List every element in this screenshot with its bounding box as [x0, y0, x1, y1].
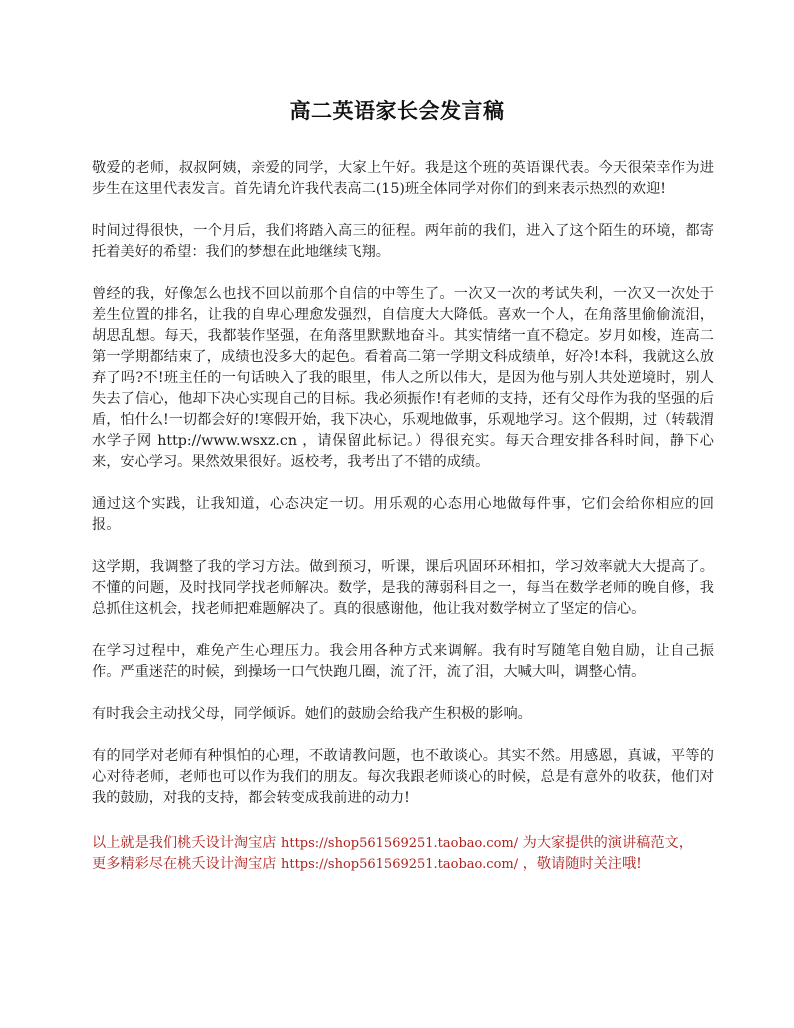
ad-line2-link[interactable]: https://shop561569251.taobao.com/ [280, 857, 519, 872]
paragraph-parents: 有时我会主动找父母，同学倾诉。她们的鼓励会给我产生积极的影响。 [92, 706, 532, 722]
paragraph-time: 时间过得很快，一个月后，我们将踏入高三的征程。两年前的我们，进入了这个陌生的环境，都寄托着美好的希望：我们的梦想在此地继续飞翔。 [92, 223, 714, 260]
paragraph-study-method: 这学期，我调整了我的学习方法。做到预习，听课，课后巩固环环相扣，学习效率就大大提高了。不懂的问题，及时找同学找老师解决。数学，是我的薄弱科目之一，每当在数学老师的晚自修，我总抓住这机会，找老师把难题解决了。真的很感谢他，他让我对数学树立了坚定的信心。 [92, 559, 714, 617]
ad-line1-text: 以上就是我们桃夭设计淘宝店 [92, 835, 277, 851]
ad-line1-tail: 为大家提供的演讲稿范文， [522, 835, 693, 851]
ad-line1-link[interactable]: https://shop561569251.taobao.com/ [280, 836, 519, 851]
paragraph-greeting: 敬爱的老师，叔叔阿姨，亲爱的同学，大家上午好。我是这个班的英语课代表。今天很荣幸作为进步生在这里代表发言。首先请允许我代表高二(15)班全体同学对你们的到来表示热烈的欢迎! [92, 160, 714, 197]
paragraph-past-self: 曾经的我，好像怎么也找不回以前那个自信的中等生了。一次又一次的考试失利，一次又一次处于差生位置的排名，让我的自卑心理愈发强烈，自信度大大降低。喜欢一个人，在角落里偷偷流泪，胡思乱想。每天，我都装作坚强，在角落里默默地奋斗。其实情绪一直不稳定。岁月如梭，连高二第一学期都结束了，成绩也没多大的起色。看着高二第一学期文科成绩单，好冷!本科，我就这么放弃了吗?不!班主任的一句话映入了我的眼里，伟人之所以伟大，是因为他与别人共处逆境时，别人失去了信心，他却下决心实现自己的目标。我必须振作!有老师的支持，还有父母作为我的坚强的后盾，怕什么!一切都会好的!寒假开始，我下决心，乐观地做事，乐观地学习。这个假期，过（转载渭水学子网 http://www.wsxz.cn ，请保留此标记。）得很充实。每天合理安排各科时间，静下心来，安心学习。果然效果很好。返校考，我考出了不错的成绩。 [92, 286, 714, 470]
paragraph-pressure: 在学习过程中，难免产生心理压力。我会用各种方式来调解。我有时写随笔自勉自励，让自己振作。严重迷茫的时候，到操场一口气快跑几圈，流了汗，流了泪，大喊大叫，调整心情。 [92, 643, 714, 680]
ad-line2-tail: ，敬请随时关注哦! [522, 856, 642, 872]
ad-line2-text: 更多精彩尽在桃夭设计淘宝店 [92, 856, 277, 872]
document-title: 高二英语家长会发言稿 [289, 98, 505, 123]
paragraph-attitude: 通过这个实践，让我知道，心态决定一切。用乐观的心态用心地做每件事，它们会给你相应的回报。 [92, 496, 714, 533]
document-body [92, 158, 714, 896]
ad-notice [92, 833, 714, 875]
paragraph-teachers: 有的同学对老师有种惧怕的心理，不敢请教问题，也不敢谈心。其实不然。用感恩，真诚，平等的心对待老师，老师也可以作为我们的朋友。每次我跟老师谈心的时候，总是有意外的收获，他们对我的鼓励，对我的支持，都会转变成我前进的动力! [92, 748, 714, 806]
